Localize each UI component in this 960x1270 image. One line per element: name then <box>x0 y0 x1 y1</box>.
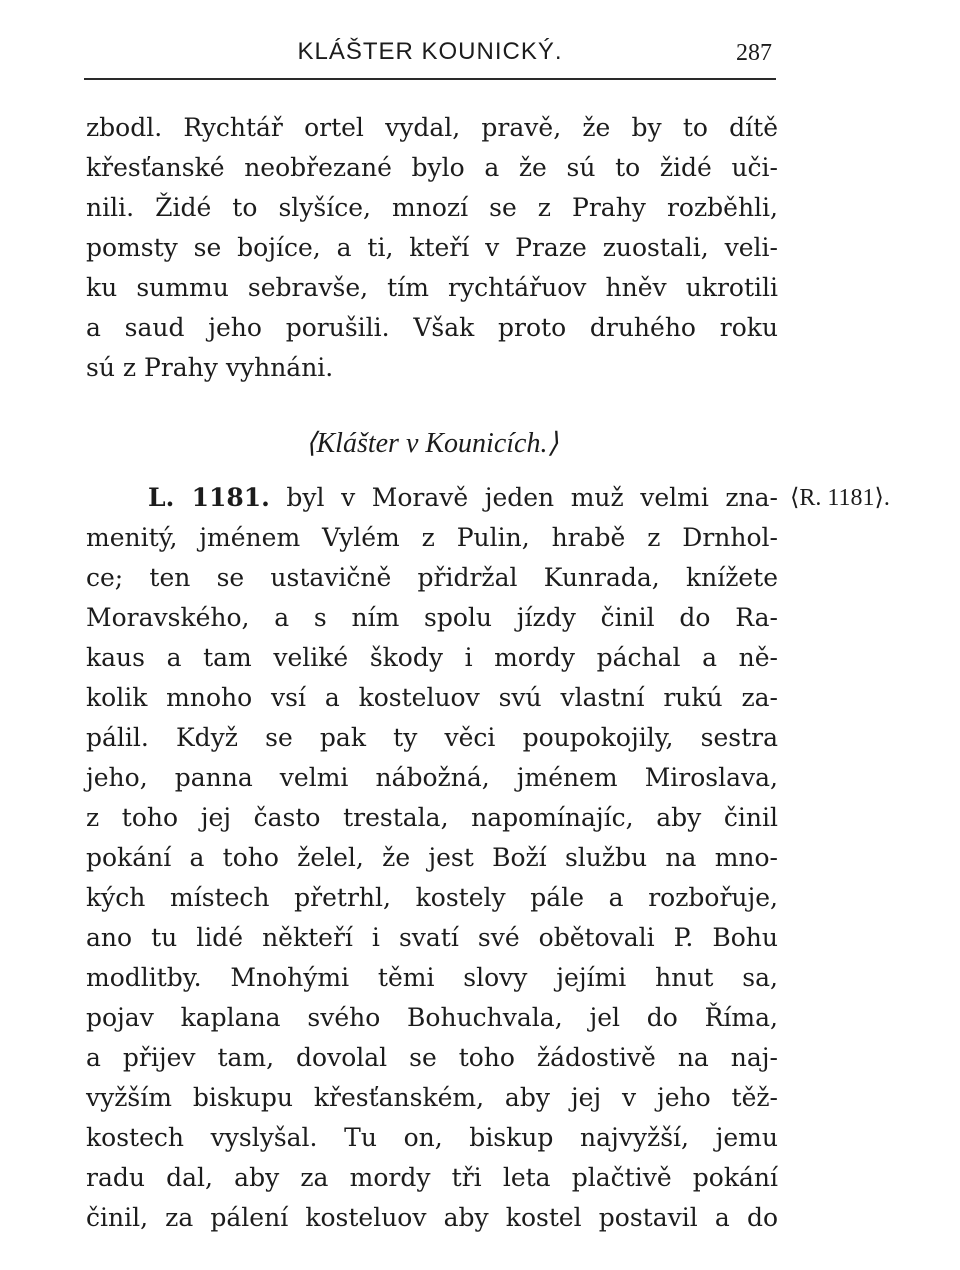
margin-note: ⟨R. 1181⟩. <box>790 485 890 511</box>
text-line: křesťanské neobřezané bylo a že sú to židé uči- <box>86 153 778 182</box>
text-line: ce; ten se ustavičně přidržal Kunrada, knížete <box>86 563 778 592</box>
text-line: pomsty se bojíce, a ti, kteří v Praze zuostali, veli- <box>86 233 778 262</box>
text-line: vyžším biskupu křesťanském, aby jej v jeho těž- <box>86 1083 778 1112</box>
text-line: menitý, jménem Vylém z Pulin, hrabě z Drnhol- <box>86 523 778 552</box>
text-line: z toho jej často trestala, napomínajíc, aby činil <box>86 803 778 832</box>
text-line: pojav kaplana svého Bohuchvala, jel do Říma, <box>86 1003 778 1032</box>
text-line: kostech vyslyšal. Tu on, biskup najvyžší, jemu <box>86 1123 778 1152</box>
running-title: KLÁŠTER KOUNICKÝ. <box>297 38 563 65</box>
section-heading: ⟨Klášter v Kounicích.⟩ <box>305 428 559 459</box>
text-line: zbodl. Rychtář ortel vydal, pravě, že by to dítě <box>86 113 778 142</box>
text-line: pokání a toho želel, že jest Boží službu na mno- <box>86 843 778 872</box>
text-line: jeho, panna velmi nábožná, jménem Miroslava, <box>86 763 778 792</box>
text-line: Moravského, a s ním spolu jízdy činil do Ra- <box>86 603 778 632</box>
text-line: kých místech přetrhl, kostely pále a rozbořuje, <box>86 883 778 912</box>
text-line-year-entry <box>148 478 778 518</box>
text-line: kolik mnoho vsí a kosteluov svú vlastní rukú za- <box>86 683 778 712</box>
text-line: činil, za pálení kosteluov aby kostel postavil a do <box>86 1203 778 1232</box>
running-header <box>84 36 776 80</box>
text-line: a saud jeho porušili. Však proto druhého roku <box>86 313 778 342</box>
text-line: pálil. Když se pak ty věci poupokojily, sestra <box>86 723 778 752</box>
text-line: nili. Židé to slyšíce, mnozí se z Prahy rozběhli, <box>86 193 778 222</box>
text-line: a přijev tam, dovolal se toho žádostivě na naj- <box>86 1043 778 1072</box>
text-line: ku summu sebravše, tím rychtářuov hněv ukrotili <box>86 273 778 302</box>
text-line: radu dal, aby za mordy tři leta plačtivě pokání <box>86 1163 778 1192</box>
text-line: modlitby. Mnohými těmi slovy jejími hnut sa, <box>86 963 778 992</box>
text-line: ano tu lidé někteří i svatí své obětovali P. Bohu <box>86 923 778 952</box>
year-entry-text: byl v Moravě jeden muž velmi zna- <box>269 483 778 512</box>
text-line: sú z Prahy vyhnáni. <box>86 353 334 382</box>
year-lead: L. 1181. <box>148 483 270 512</box>
text-line: kaus a tam veliké škody i mordy páchal a ně- <box>86 643 778 672</box>
page-number: 287 <box>736 40 772 66</box>
